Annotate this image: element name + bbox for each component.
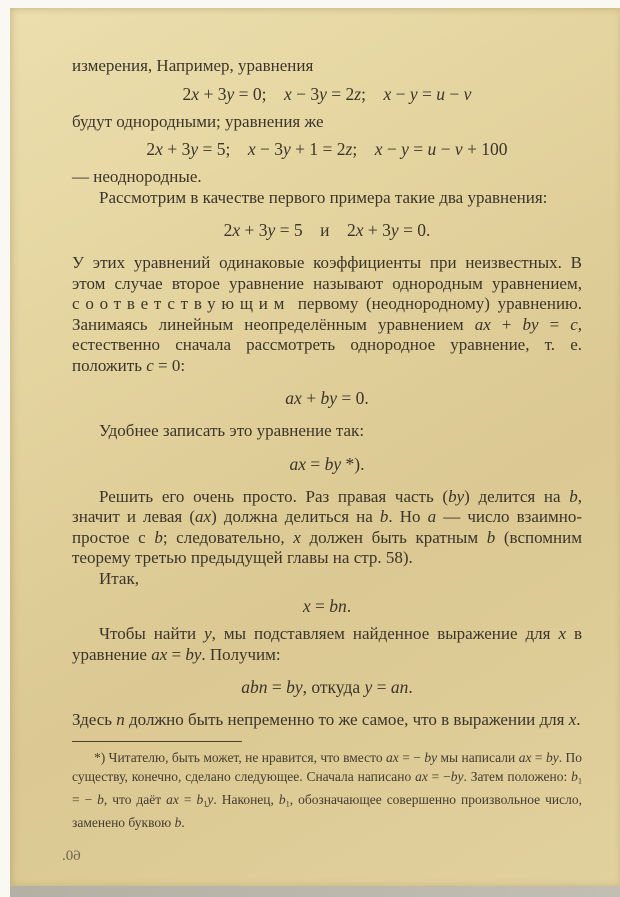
math-segment: an: [390, 677, 409, 697]
text-segment: Удобнее записать это уравнение так:: [99, 421, 365, 440]
text-segment: , обозначающее совершенно произвольное число, заменено буквою: [72, 791, 582, 831]
math-segment: y: [364, 677, 373, 697]
math-segment: x: [247, 139, 256, 159]
text-segment: = 5 и 2: [275, 220, 356, 240]
text-segment: + 3: [363, 220, 391, 240]
math-segment: ax: [518, 749, 532, 765]
math-segment: y: [390, 220, 399, 240]
text-segment: Рассмотрим в качестве первого примера такие два уравнения:: [99, 187, 548, 207]
text-segment: Решить его очень просто. Раз правая часть (: [99, 486, 449, 506]
text-segment: +: [490, 314, 523, 334]
text-segment: =: [417, 83, 437, 104]
text-segment: ) делится на: [464, 486, 570, 506]
text-segment: + 100: [462, 139, 508, 159]
math-segment: by: [185, 644, 202, 664]
text-segment: = 0;: [234, 83, 284, 104]
body-text-line: [72, 167, 582, 188]
text-segment: + 3: [240, 220, 268, 240]
math-segment: c: [570, 314, 578, 334]
math-segment: b: [97, 791, 104, 807]
text-segment: .: [408, 677, 413, 697]
text-segment: =: [306, 453, 325, 474]
math-segment: by: [424, 749, 438, 765]
math-segment: x: [155, 139, 163, 159]
text-segment: . Но: [388, 507, 428, 526]
text-segment: , мы подставляем найденное выражение для: [211, 624, 559, 643]
text-segment: − 3: [291, 83, 320, 104]
text-segment: соответствующим: [72, 294, 291, 313]
text-segment: , значит и левая (: [72, 486, 582, 526]
math-segment: y: [226, 83, 235, 104]
text-segment: .: [181, 815, 185, 831]
equation-display: [72, 84, 582, 105]
footnote-separator: [72, 741, 242, 742]
text-segment: (вспомним теорему третью предыдущей главы на стр. 58).: [72, 527, 582, 567]
math-segment: b: [569, 486, 578, 506]
math-segment: v: [454, 139, 463, 159]
text-segment: = −: [72, 791, 98, 807]
math-segment: by: [450, 768, 464, 784]
text-segment: ;: [361, 83, 384, 104]
math-segment: x: [374, 139, 383, 159]
paragraph: [72, 624, 582, 665]
text-segment: .: [346, 596, 352, 616]
math-segment: x: [383, 83, 392, 104]
text-segment: −: [391, 83, 410, 104]
text-segment: − 3: [255, 139, 283, 159]
math-segment: y: [409, 83, 418, 104]
text-segment: 2: [182, 83, 192, 104]
math-segment: x: [568, 710, 577, 729]
math-segment: x: [232, 220, 241, 240]
text-segment: =: [372, 677, 391, 697]
text-segment: — неоднородные.: [72, 167, 202, 186]
paragraph: [72, 487, 582, 569]
math-segment: ax: [289, 453, 307, 474]
text-segment: 2: [223, 220, 233, 240]
text-segment: Здесь: [72, 710, 117, 729]
math-segment: ax: [386, 749, 399, 765]
math-segment: z: [345, 139, 353, 159]
text-segment: . Получим:: [201, 644, 281, 664]
math-segment: b: [154, 527, 163, 547]
math-segment: ax: [285, 388, 302, 408]
math-segment: y: [207, 791, 214, 807]
math-segment: ax: [415, 768, 428, 784]
math-segment: y: [204, 624, 212, 643]
math-segment: by: [320, 388, 337, 408]
text-segment: . По существу, конечно, сделано следующее. Сначала написано: [72, 749, 582, 784]
math-segment: c: [146, 355, 154, 375]
math-segment: v: [463, 83, 472, 104]
math-segment: ax: [474, 314, 491, 334]
text-segment: =: [167, 644, 186, 664]
math-segment: by: [545, 749, 559, 765]
math-segment: a: [427, 507, 437, 526]
paragraph: [72, 569, 582, 590]
math-segment: x: [293, 527, 301, 547]
equation-display: [72, 139, 582, 160]
text-segment: = 0.: [336, 388, 369, 408]
text-segment: 1: [577, 775, 582, 785]
text-segment: + 3: [199, 83, 227, 104]
text-segment: мы написали: [437, 749, 519, 765]
text-segment: 1: [203, 799, 208, 809]
text-segment: *).: [341, 453, 365, 474]
math-segment: b: [196, 791, 204, 807]
text-segment: — число взаимно-простое с: [72, 507, 583, 547]
text-segment: + 3: [162, 139, 191, 159]
text-segment: ) должна делиться на: [211, 507, 380, 526]
paragraph: [72, 188, 582, 209]
text-segment: = 2: [326, 83, 355, 104]
math-segment: z: [354, 83, 362, 104]
math-segment: x: [558, 624, 566, 643]
math-segment: x: [355, 220, 364, 240]
math-segment: b: [571, 768, 578, 784]
text-segment: = −: [398, 749, 425, 765]
text-segment: =: [178, 791, 197, 807]
equation-display: [72, 677, 582, 698]
math-segment: x: [283, 83, 292, 104]
math-segment: b: [486, 527, 496, 547]
text-segment: . Наконец,: [213, 791, 279, 807]
footnote-text: [72, 748, 582, 833]
text-segment: .: [576, 710, 581, 729]
body-text-line: [72, 112, 582, 133]
text-segment: ; следовательно,: [162, 527, 294, 547]
text-segment: = 5;: [198, 139, 248, 159]
text-segment: *) Читателю, быть может, не нравится, что вместо: [94, 749, 387, 765]
math-segment: b: [379, 507, 389, 526]
text-segment: . Затем положено:: [463, 768, 572, 784]
paragraph: [72, 253, 582, 376]
text-segment: должно быть непременно то же самое, что в выражении для: [124, 710, 569, 729]
text-segment: = 0:: [153, 355, 186, 375]
book-page-paper: [10, 8, 620, 886]
math-segment: y: [319, 83, 327, 104]
text-segment: =: [267, 677, 287, 697]
text-segment: первому (неоднородному) уравнению. Занимаясь линейным неопределённым уравнением: [72, 294, 582, 334]
text-segment: Чтобы найти: [99, 624, 205, 643]
body-text-line: [72, 56, 582, 77]
text-segment: =: [538, 314, 571, 334]
text-segment: должен быть кратным: [300, 527, 487, 547]
text-segment: Итак,: [99, 568, 139, 588]
text-segment: −: [382, 139, 402, 159]
math-segment: abn: [241, 677, 268, 697]
equation-display: [72, 388, 582, 409]
equation-display: [72, 596, 582, 617]
text-segment: +: [301, 388, 321, 408]
equation-display: [72, 454, 582, 475]
text-segment: = −: [427, 768, 451, 784]
math-segment: y: [190, 139, 199, 159]
text-segment: , естественно сначала рассмотреть однородное уравнение, т. е. положить: [72, 314, 582, 375]
math-segment: by: [324, 453, 342, 474]
page-number: 60.: [62, 848, 81, 865]
text-segment: 1: [285, 799, 290, 809]
scan-edge-shadow: [10, 886, 620, 897]
text-segment: −: [436, 139, 455, 159]
text-segment: =: [310, 596, 330, 616]
math-segment: by: [448, 486, 465, 506]
math-segment: b: [278, 791, 286, 807]
text-segment: 2: [146, 139, 156, 159]
math-segment: x: [302, 596, 311, 616]
math-segment: by: [522, 314, 539, 334]
math-segment: ax: [166, 791, 179, 807]
math-segment: y: [401, 139, 409, 159]
math-segment: x: [191, 83, 200, 104]
paragraph: [72, 710, 582, 731]
text-segment: , откуда: [302, 677, 365, 697]
math-segment: ax: [151, 644, 168, 664]
math-segment: bn: [329, 596, 347, 616]
text-segment: измерения, Например, уравнения: [72, 56, 314, 75]
text-segment: −: [445, 83, 464, 104]
text-segment: У этих уравнений одинаковые коэффициенты при неизвестных. В этом случае второе уравнение называют однородным уравнением,: [72, 253, 582, 293]
math-segment: ax: [195, 507, 212, 526]
math-segment: n: [116, 710, 125, 729]
math-segment: b: [174, 815, 182, 831]
equation-display: [72, 220, 582, 241]
math-segment: u: [427, 139, 437, 159]
math-segment: y: [267, 220, 276, 240]
math-segment: y: [283, 139, 291, 159]
text-segment: в уравнение: [72, 624, 583, 664]
math-segment: u: [436, 83, 446, 104]
text-segment: = 0.: [398, 220, 431, 240]
text-segment: =: [531, 749, 546, 765]
math-segment: by: [286, 677, 303, 697]
text-segment: ;: [352, 139, 375, 159]
text-segment: + 1 = 2: [290, 139, 346, 159]
text-segment: , что даёт: [103, 791, 167, 807]
text-segment: =: [408, 139, 428, 159]
text-segment: будут однородными; уравнения же: [72, 111, 324, 131]
paragraph: [72, 421, 582, 442]
